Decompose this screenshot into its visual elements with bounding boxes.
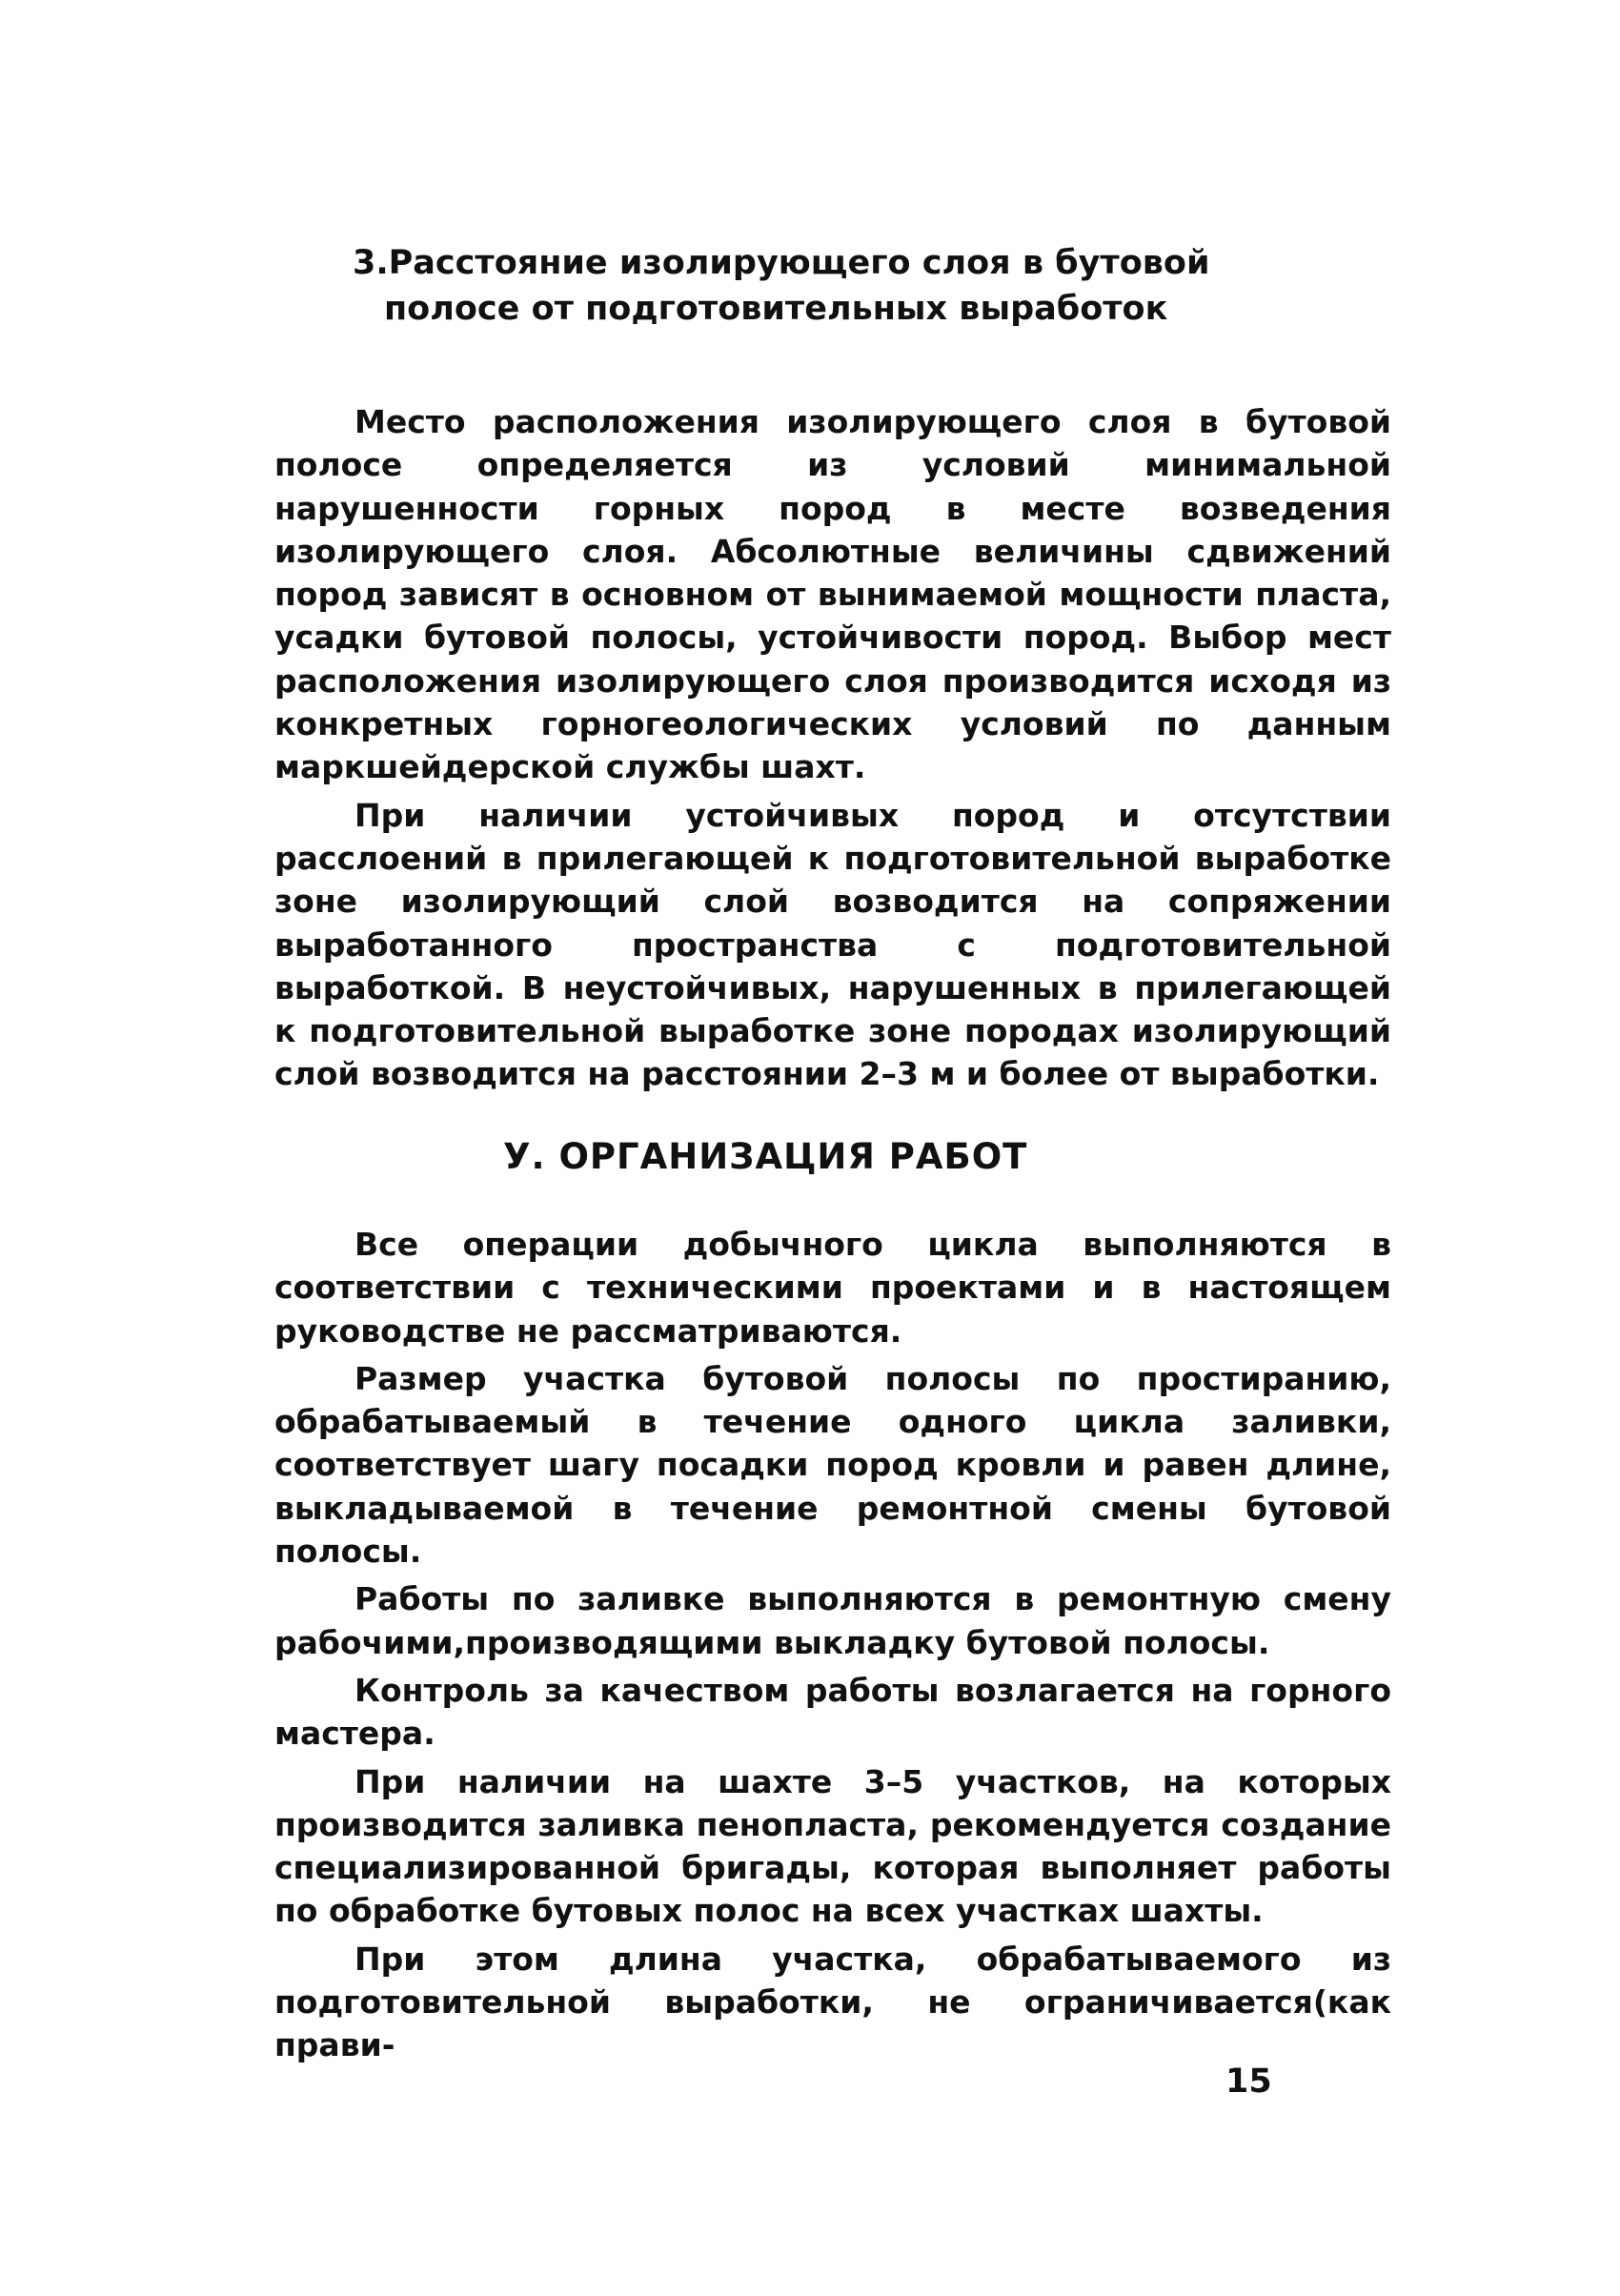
chapter-heading: У. ОРГАНИЗАЦИЯ РАБОТ — [503, 1136, 1028, 1177]
paragraph: При этом длина участка, обрабатываемого из подготовительной выработки, не ограничивается(как прави- — [274, 1940, 1391, 2064]
chapter-body — [274, 1223, 1391, 2072]
section-body — [274, 400, 1391, 1101]
paragraph: Размер участка бутовой полосы по простиранию, обрабатываемый в течение одного цикла заливки, соответствует шагу посадки пород кровли и равен длине, выкладываемой в течение ремонтной смены бутовой полосы. — [274, 1359, 1391, 1571]
section-heading — [353, 240, 1210, 332]
paragraph: Все операции добычного цикла выполняются в соответствии с техническими проектами и в настоящем руководстве не рассматриваются. — [274, 1226, 1391, 1350]
paragraph: При наличии устойчивых пород и отсутствии расслоений в прилегающей к подготовительной выработке зоне изолирующий слой возводится на сопряжении выработанного пространства с подготовительной выработкой. В неустойчивых, нарушенных в прилегающей к подготовительной выработке зоне породах изолирующий слой возводится на расстоянии 2–3 м и более от выработки. — [274, 796, 1391, 1093]
paragraph: Работы по заливке выполняются в ремонтную смену рабочими,производящими выкладку бутовой полосы. — [274, 1580, 1391, 1661]
section-heading-line-2: полосе от подготовительных выработок — [384, 290, 1168, 328]
page-number: 15 — [1225, 2062, 1272, 2101]
paragraph: При наличии на шахте 3–5 участков, на которых производится заливка пенопласта, рекомендуется создание специализированной бригады, которая выполняет работы по обработке бутовых полос на всех участках шахты. — [274, 1762, 1391, 1930]
section-heading-line-1: 3.Расстояние изолирующего слоя в бутовой — [353, 244, 1210, 282]
paragraph: Контроль за качеством работы возлагается на горного мастера. — [274, 1671, 1391, 1753]
paragraph: Место расположения изолирующего слоя в бутовой полосе определяется из условий минимальной нарушенности горных пород в месте возведения изолирующего слоя. Абсолютные величины сдвижений пород зависят в основном от вынимаемой мощности пласта, усадки бутовой полосы, устойчивости пород. Выбор мест расположения изолирующего слоя производится исходя из конкретных горногеологических условий по данным маркшейдерской службы шахт. — [274, 403, 1391, 786]
